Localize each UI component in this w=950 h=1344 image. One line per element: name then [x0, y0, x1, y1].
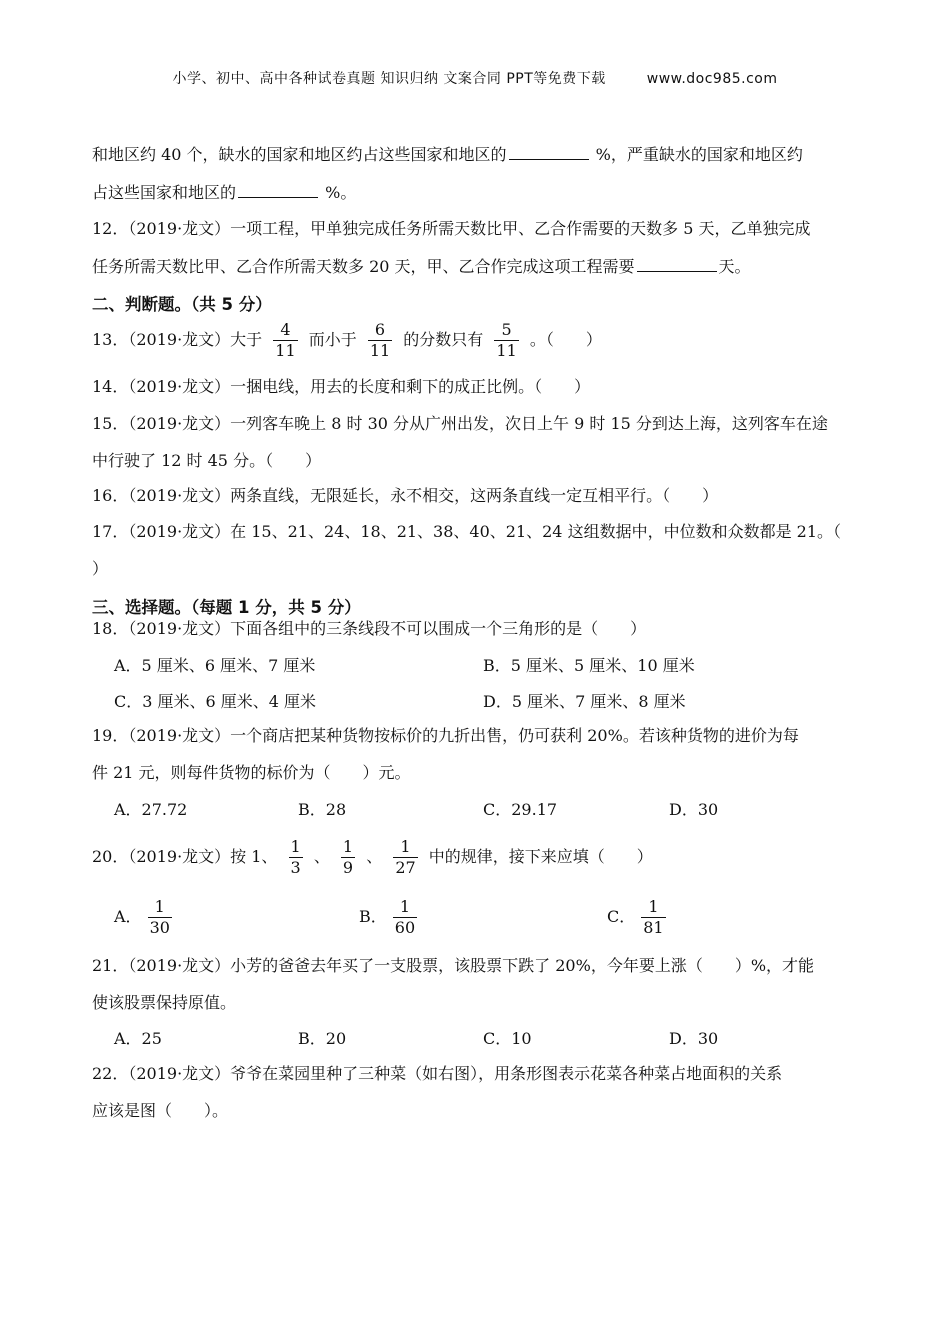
q20-a-num: 1: [154, 897, 165, 916]
q11-text-d: %。: [325, 183, 357, 202]
q13-f2-den: 11: [369, 341, 391, 360]
q16: 16．（2019·龙文）两条直线，无限延长，永不相交，这两条直线一定互相平行。（ ）: [92, 486, 719, 505]
header-text: 小学、初中、高中各种试卷真题 知识归纳 文案合同 PPT等免费下载: [172, 71, 606, 87]
q11-text-c: 占这些国家和地区的: [92, 183, 237, 202]
q20-option-a: [114, 895, 178, 939]
q11-line2: [92, 181, 356, 205]
q20-a-den: 30: [149, 918, 170, 937]
q18-option-c: C．3 厘米、6 厘米、4 厘米: [114, 692, 317, 711]
q19-line2: 件 21 元，则每件货物的标价为（ ）元。: [92, 763, 411, 782]
q19-option-c: C．29.17: [483, 800, 558, 819]
q20-f3-num: 1: [400, 837, 411, 856]
q20-suffix: 中的规律，接下来应填（ ）: [428, 847, 653, 866]
q20-f2-den: 9: [342, 858, 354, 877]
q12-blank: [637, 255, 717, 272]
q21-option-d: D．30: [669, 1029, 719, 1048]
q20-prefix: 20．（2019·龙文）按 1、: [92, 847, 278, 866]
q17-line1: 17．（2019·龙文）在 15、21、24、18、21、38、40、21、24 这组数据中，中位数和众数都是 21。（: [92, 522, 842, 541]
q13-fraction-1: [273, 321, 297, 360]
q13-mid: 而小于: [308, 330, 357, 349]
q13-suffix: 。（ ）: [529, 330, 602, 349]
q20-f1-den: 3: [290, 858, 301, 877]
q19-option-d: D．30: [669, 800, 719, 819]
q11-text-a: 和地区约 40 个，缺水的国家和地区约占这些国家和地区的: [92, 145, 507, 164]
q13-f2-num: 6: [374, 320, 386, 339]
q20-b-num: 1: [399, 897, 411, 916]
q21-line2: 使该股票保持原值。: [92, 993, 237, 1012]
q20-fraction-1: [289, 838, 303, 877]
q13-mid2: 的分数只有: [403, 330, 484, 349]
q20-option-a-fraction: [148, 898, 172, 937]
q18-option-b: B．5 厘米、5 厘米、10 厘米: [483, 656, 695, 675]
q19-line1: 19．（2019·龙文）一个商店把某种货物按标价的九折出售，仍可获利 20%。若该种货物的进价为每: [92, 726, 799, 745]
q21-option-b: B．20: [298, 1029, 347, 1048]
q20-stem: [92, 835, 653, 879]
q20-a-label: A．: [114, 907, 142, 926]
q20-sep1: 、: [313, 847, 330, 866]
q20-b-label: B．: [359, 907, 387, 926]
q20-c-label: C．: [607, 907, 636, 926]
q18-option-d: D．5 厘米、7 厘米、8 厘米: [483, 692, 686, 711]
q13-f1-num: 4: [280, 320, 291, 339]
q19-option-a: A．27.72: [114, 800, 188, 819]
q12-line1: 12．（2019·龙文）一项工程，甲单独完成任务所需天数比甲、乙合作需要的天数多 5 天，乙单独完成: [92, 219, 811, 238]
q12-text-a: 任务所需天数比甲、乙合作所需天数多 20 天，甲、乙合作完成这项工程需要: [92, 257, 635, 276]
q20-c-num: 1: [648, 897, 659, 916]
q17-line2: ）: [92, 559, 109, 578]
q21-option-a: A．25: [114, 1029, 162, 1048]
q21-line1: 21．（2019·龙文）小芳的爸爸去年买了一支股票，该股票下跌了 20%，今年要上涨（ ）%，才能: [92, 956, 815, 975]
q13: [92, 318, 602, 362]
q20-option-b-fraction: [393, 898, 417, 937]
q13-fraction-3: [494, 321, 518, 360]
q22-line1: 22．（2019·龙文）爷爷在菜园里种了三种菜（如右图），用条形图表示花菜各种菜占地面积的关系: [92, 1064, 783, 1083]
q13-f3-num: 5: [501, 320, 512, 339]
q20-option-c-fraction: [641, 898, 665, 937]
header-site: www.doc985.com: [646, 71, 778, 87]
q20-option-b: [359, 895, 423, 939]
q19-option-b: B．28: [298, 800, 347, 819]
q13-prefix: 13．（2019·龙文）大于: [92, 330, 263, 349]
section-2-title: 二、判断题。（共 5 分）: [92, 295, 272, 314]
q20-sep2: 、: [366, 847, 383, 866]
q20-fraction-2: [341, 838, 355, 877]
q20-fraction-3: [393, 838, 417, 877]
q20-f1-num: 1: [290, 837, 301, 856]
page-header: [0, 68, 950, 88]
q18-option-a: A．5 厘米、6 厘米、7 厘米: [114, 656, 316, 675]
q11-blank-2: [238, 181, 318, 198]
q11-text-b: %，严重缺水的国家和地区约: [595, 145, 803, 164]
q13-f1-den: 11: [275, 341, 296, 360]
q20-option-c: [607, 895, 672, 939]
q22-line2: 应该是图（ ）。: [92, 1101, 229, 1120]
q20-c-den: 81: [643, 918, 664, 937]
q13-f3-den: 11: [496, 341, 517, 360]
q20-f2-num: 1: [342, 837, 354, 856]
q15-line2: 中行驶了 12 时 45 分。（ ）: [92, 451, 322, 470]
q12-line2: [92, 255, 751, 279]
q18-stem: 18．（2019·龙文）下面各组中的三条线段不可以围成一个三角形的是（ ）: [92, 619, 647, 638]
q11-blank-1: [509, 143, 589, 160]
q14: 14．（2019·龙文）一捆电线，用去的长度和剩下的成正比例。（ ）: [92, 377, 591, 396]
q20-f3-den: 27: [395, 858, 416, 877]
q21-option-c: C．10: [483, 1029, 532, 1048]
q13-fraction-2: [368, 321, 392, 360]
section-3-title: 三、选择题。（每题 1 分，共 5 分）: [92, 598, 361, 617]
q11-line1: [92, 143, 803, 167]
q12-text-b: 天。: [718, 257, 751, 276]
q20-b-den: 60: [394, 918, 416, 937]
q15-line1: 15．（2019·龙文）一列客车晚上 8 时 30 分从广州出发，次日上午 9 时 15 分到达上海，这列客车在途: [92, 414, 828, 433]
